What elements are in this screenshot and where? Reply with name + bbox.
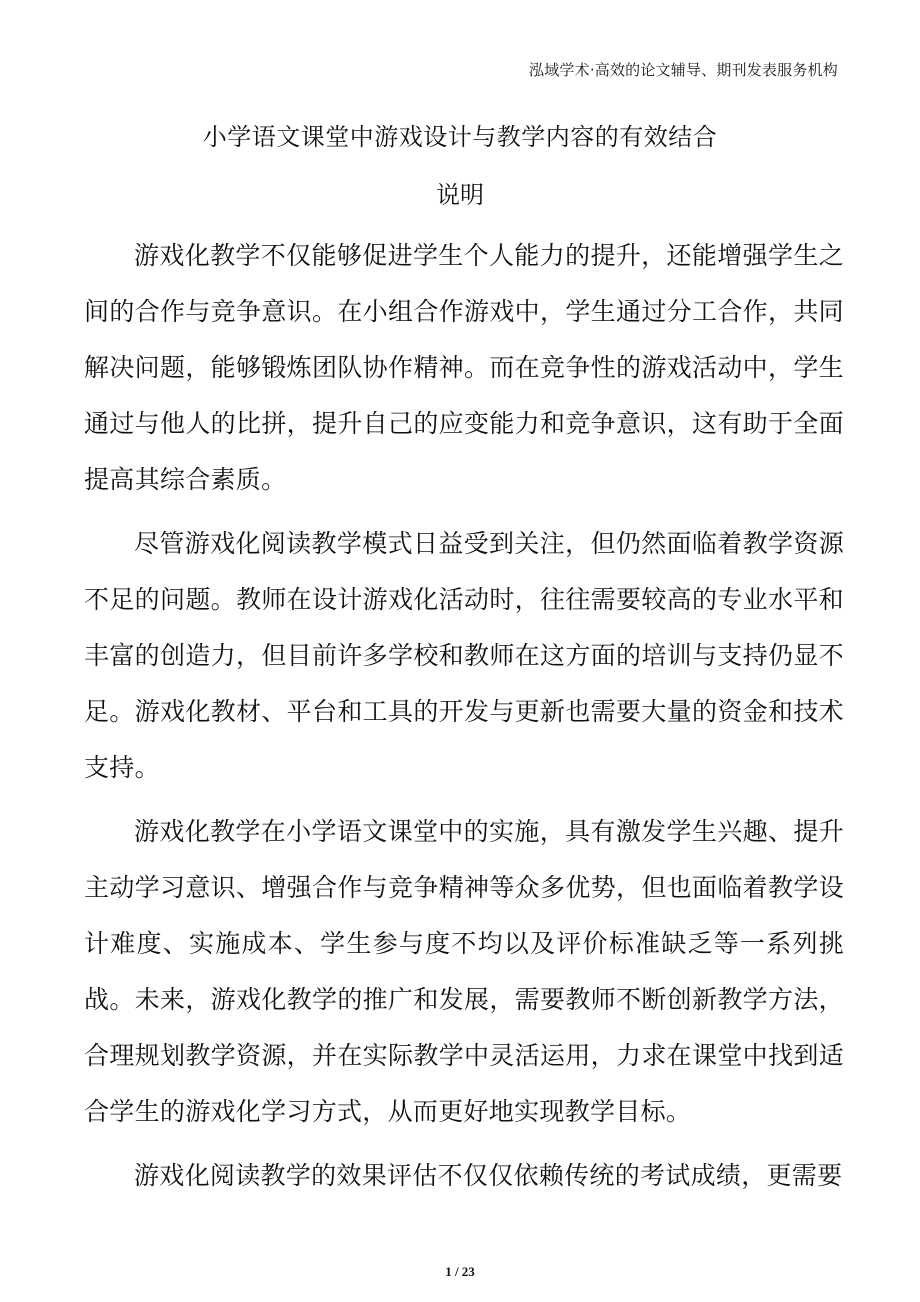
page-number: 1 / 23 [445,1264,475,1279]
body-paragraph: 尽管游戏化阅读教学模式日益受到关注，但仍然面临着教学资源不足的问题。教师在设计游戏化活动时，往往需要较高的专业水平和丰富的创造力，但目前许多学校和教师在这方面的培训与支持仍显不足。游戏化教材、平台和工具的开发与更新也需要大量的资金和技术支持。 [84,529,844,782]
page-header: 泓域学术·高效的论文辅导、期刊发表服务机构 [529,61,838,79]
body-paragraph: 游戏化教学在小学语文课堂中的实施，具有激发学生兴趣、提升主动学习意识、增强合作与竞争精神等众多优势，但也面临着教学设计难度、实施成本、学生参与度不均以及评价标准缺乏等一系列挑战。未来，游戏化教学的推广和发展，需要教师不断创新教学方法，合理规划教学资源，并在实际教学中灵活运用，力求在课堂中找到适合学生的游戏化学习方式，从而更好地实现教学目标。 [84,817,844,1126]
document-body [84,228,844,1204]
body-paragraph: 游戏化阅读教学的效果评估不仅仅依赖传统的考试成绩，更需要 [134,1161,843,1190]
document-title: 小学语文课堂中游戏设计与教学内容的有效结合 [202,123,718,151]
body-paragraph: 游戏化教学不仅能够促进学生个人能力的提升，还能增强学生之间的合作与竞争意识。在小组合作游戏中，学生通过分工合作，共同解决问题，能够锻炼团队协作精神。而在竞争性的游戏活动中，学生通过与他人的比拼，提升自己的应变能力和竞争意识，这有助于全面提高其综合素质。 [84,241,844,494]
document-subtitle: 说明 [436,181,484,209]
